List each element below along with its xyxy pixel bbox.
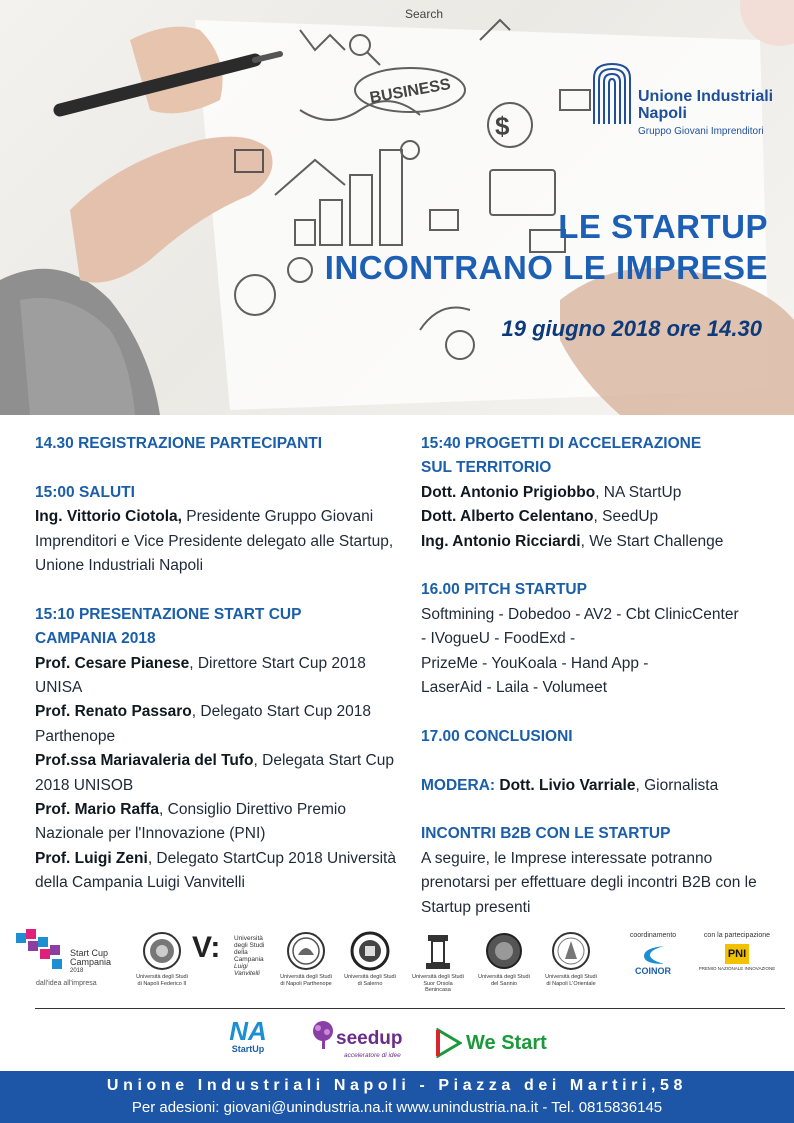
speaker-role: , Delegato StartCup 2018 Università della Campania Luigi Vanvitelli	[35, 849, 396, 892]
salerno-caption: Università degli Studi di Salerno	[344, 974, 396, 987]
seedup-tagline: acceleratore di idee	[344, 1052, 401, 1059]
startup-list-line: Softmining - Dobedoo - AV2 - Cbt ClinicCenter	[421, 605, 739, 623]
startcup-puzzle-icon	[14, 927, 68, 973]
acceleration-heading-line-1: 15:40 PROGETTI DI ACCELERAZIONE	[421, 435, 702, 452]
speaker-role: , We Start Challenge	[580, 532, 724, 550]
salerno-logo	[344, 931, 396, 987]
parthenope-logo	[280, 931, 332, 987]
startup-list-line: - IVogueU - FoodExd -	[421, 630, 576, 648]
startcup-line-1: Start Cup	[70, 948, 109, 958]
federico-ii-logo	[136, 931, 188, 987]
speaker-name: Dott. Alberto Celentano	[421, 508, 594, 526]
b2b-block	[421, 822, 781, 920]
salerno-seal-icon	[350, 931, 390, 971]
speaker-name: Ing. Vittorio Ciotola,	[35, 508, 182, 526]
speaker-role: , Consiglio Direttivo Premio Nazionale per l'Innovazione (PNI)	[35, 801, 346, 843]
startcup-line-3: 2018	[70, 968, 84, 974]
vanvitelli-line-1: Università	[234, 935, 263, 942]
footer-bar	[0, 1071, 794, 1123]
suor-orsola-logo	[410, 931, 466, 994]
coinor-caption: coordinamento	[629, 932, 677, 939]
sannio-logo	[478, 931, 530, 987]
event-title-line-2: INCONTRANO LE IMPRESE	[324, 249, 768, 286]
parthenope-caption: Università degli Studi di Napoli Parthenope	[280, 974, 332, 987]
program-right-column	[421, 432, 781, 944]
pitch-heading: 16.00 PITCH STARTUP	[421, 581, 587, 599]
event-title-line-1: LE STARTUP	[558, 208, 768, 245]
event-title	[325, 206, 768, 288]
federico-ii-seal-icon	[142, 931, 182, 971]
conclusions-heading: 17.00 CONCLUSIONI	[421, 727, 573, 745]
suor-orsola-emblem-icon	[420, 931, 456, 971]
vanvitelli-line-2: degli Studi	[234, 942, 265, 949]
seedup-tree-icon	[310, 1020, 336, 1050]
logo-line-2: Napoli	[638, 105, 687, 122]
speaker-name: Prof. Renato Passaro	[35, 703, 192, 721]
startup-list-line: LaserAid - Laila - Volumeet	[421, 679, 608, 697]
speaker-name: Prof. Luigi Zeni	[35, 849, 148, 867]
speaker-role: , Direttore Start Cup 2018 UNISA	[35, 654, 366, 697]
acceleration-heading-line-2: SUL TERRITORIO	[421, 459, 552, 477]
speaker-name: Prof. Mario Raffa	[35, 801, 160, 819]
speaker-role: Presidente Gruppo Giovani Imprenditori e Vice Presidente delegato alle Startup, Unione Industriali Napoli	[35, 508, 394, 575]
moderator-block	[421, 774, 781, 798]
greetings-block	[35, 481, 405, 579]
sannio-seal-icon	[484, 931, 524, 971]
acceleration-block	[421, 432, 781, 554]
startcup-block	[35, 603, 405, 896]
coinor-icon	[640, 944, 666, 966]
startcup-campania-logo	[14, 927, 124, 991]
search-sketch-word: Search	[405, 7, 444, 21]
orientale-seal-icon	[551, 931, 591, 971]
b2b-text: A seguire, le Imprese interessate potranno prenotarsi per effettuare degli incontri B2B con le Startup presenti	[421, 849, 757, 916]
we-start-wordmark: We Start	[466, 1032, 547, 1054]
footer-address: Unione Industriali Napoli - Piazza dei Martiri,58	[106, 1077, 688, 1094]
speaker-role: , SeedUp	[593, 508, 659, 526]
speaker-role: , Delegato Start Cup 2018 Parthenope	[35, 703, 372, 745]
na-startup-mark: NA	[229, 1016, 267, 1046]
business-sketch-word: BUSINESS	[368, 76, 453, 107]
startcup-line-2: Campania	[70, 957, 112, 967]
event-date: 19 giugno 2018 ore 14.30	[501, 316, 762, 341]
startcup-heading-line-1: 15:10 PRESENTAZIONE START CUP	[35, 605, 302, 623]
pitch-block	[421, 578, 781, 700]
parthenope-seal-icon	[286, 931, 326, 971]
pni-caption: con la partecipazione	[703, 932, 771, 939]
moderator-name: Dott. Livio Varriale	[499, 776, 636, 794]
coinor-logo	[618, 933, 688, 975]
logos-divider	[35, 1008, 785, 1009]
speaker-role: , NA StartUp	[595, 483, 682, 501]
logo-line-1: Unione Industriali	[638, 88, 774, 105]
greetings-heading: 15:00 SALUTI	[35, 483, 135, 501]
moderator-label: MODERA:	[421, 776, 496, 794]
speaker-name: Prof. Cesare Pianese	[35, 654, 190, 672]
university-logos-row	[0, 925, 794, 997]
seedup-wordmark: seedup	[336, 1028, 403, 1049]
federico-ii-caption: Università degli Studi di Napoli Federico II	[136, 974, 188, 987]
pni-subtitle: PREMIO NAZIONALE INNOVAZIONE	[698, 965, 776, 971]
coinor-name: COINOR	[635, 966, 671, 976]
vanvitelli-v-mark-icon: V:	[192, 931, 221, 964]
registration-heading: 14.30 REGISTRAZIONE PARTECIPANTI	[35, 435, 323, 452]
moderator-role: , Giornalista	[635, 776, 719, 794]
b2b-heading: INCONTRI B2B CON LE STARTUP	[421, 825, 671, 843]
orientale-logo	[544, 931, 598, 987]
speaker-role: , Delegata Start Cup 2018 UNISOB	[35, 752, 394, 794]
suor-orsola-caption: Università degli Studi Suor Orsola Benincasa	[412, 974, 464, 993]
pni-mark: PNI	[725, 944, 749, 964]
dollar-icon: $	[495, 111, 510, 141]
startup-list-line: PrizeMe - YouKoala - Hand App -	[421, 654, 649, 672]
program-left-column	[35, 432, 405, 920]
unione-industriali-logo	[590, 60, 780, 145]
logo-subtitle: Gruppo Giovani Imprenditori	[638, 126, 764, 137]
startcup-tagline: dall'idea all'impresa	[36, 980, 97, 987]
vanvitelli-line-4: Luigi Vanvitelli	[234, 963, 260, 977]
vanvitelli-line-3: della Campania	[234, 949, 264, 963]
we-start-logo	[436, 1028, 556, 1062]
seedup-logo	[310, 1018, 410, 1068]
unione-industriali-emblem-icon	[590, 60, 634, 126]
pni-logo	[694, 933, 780, 972]
na-startup-label: StartUp	[231, 1044, 265, 1054]
orientale-caption: Università degli Studi di Napoli L'Orientale	[545, 974, 597, 987]
hero-banner	[0, 0, 794, 415]
speaker-name: Dott. Antonio Prigiobbo	[421, 483, 596, 501]
partner-logos-row	[0, 1014, 794, 1070]
speaker-name: Ing. Antonio Ricciardi	[421, 532, 581, 550]
we-start-play-icon	[436, 1028, 462, 1058]
footer-contacts: Per adesioni: giovani@unindustria.na.it www.unindustria.na.it - Tel. 0815836145	[131, 1099, 663, 1116]
speaker-name: Prof.ssa Mariavaleria del Tufo	[35, 752, 254, 770]
na-startup-logo	[222, 1018, 274, 1054]
startcup-heading-line-2: CAMPANIA 2018	[35, 630, 156, 648]
sannio-caption: Università degli Studi del Sannio	[478, 974, 530, 987]
